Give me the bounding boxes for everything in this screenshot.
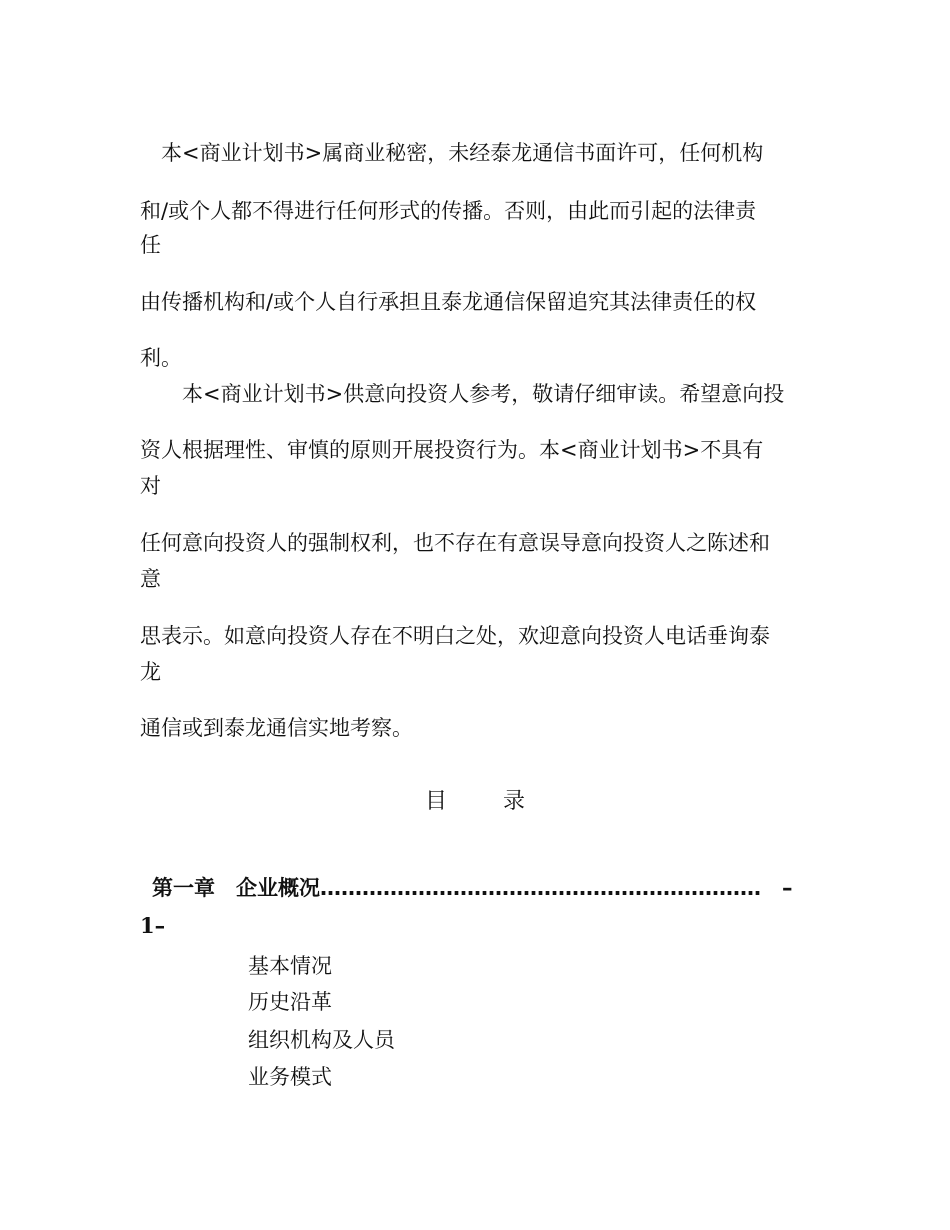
notice-line: 思表示。如意向投资人存在不明白之处，欢迎意向投资人电话垂询泰: [140, 624, 770, 648]
notice-line: 通信或到泰龙通信实地考察。: [140, 716, 413, 740]
notice-line: 对: [140, 474, 161, 498]
toc-section[interactable]: 业务模式: [248, 1065, 332, 1089]
toc-chapter-1[interactable]: 第一章 企业概况……………………………………………………… –: [152, 876, 793, 900]
toc-chapter-1-page: 1–: [140, 913, 166, 938]
notice-line: 任何意向投资人的强制权利，也不存在有意误导意向投资人之陈述和: [140, 531, 770, 555]
notice-line: 由传播机构和/或个人自行承担且泰龙通信保留追究其法律责任的权: [140, 290, 757, 314]
notice-line: 任: [140, 233, 161, 257]
notice-line: 和/或个人都不得进行任何形式的传播。否则，由此而引起的法律责: [140, 199, 757, 223]
notice-line: 意: [140, 567, 161, 591]
toc-section[interactable]: 历史沿革: [248, 990, 332, 1014]
toc-section[interactable]: 组织机构及人员: [248, 1028, 395, 1052]
toc-title-left: 目: [425, 789, 448, 814]
notice-line: 利。: [140, 346, 182, 370]
notice-line: 龙: [140, 660, 161, 684]
notice-line: 本<商业计划书>供意向投资人参考，敬请仔细审读。希望意向投: [140, 382, 785, 406]
notice-line: 资人根据理性、审慎的原则开展投资行为。本<商业计划书>不具有: [140, 438, 764, 462]
toc-section[interactable]: 基本情况: [248, 954, 332, 978]
toc-title-right: 录: [503, 789, 526, 814]
notice-line: 本<商业计划书>属商业秘密，未经泰龙通信书面许可，任何机构: [140, 141, 764, 165]
